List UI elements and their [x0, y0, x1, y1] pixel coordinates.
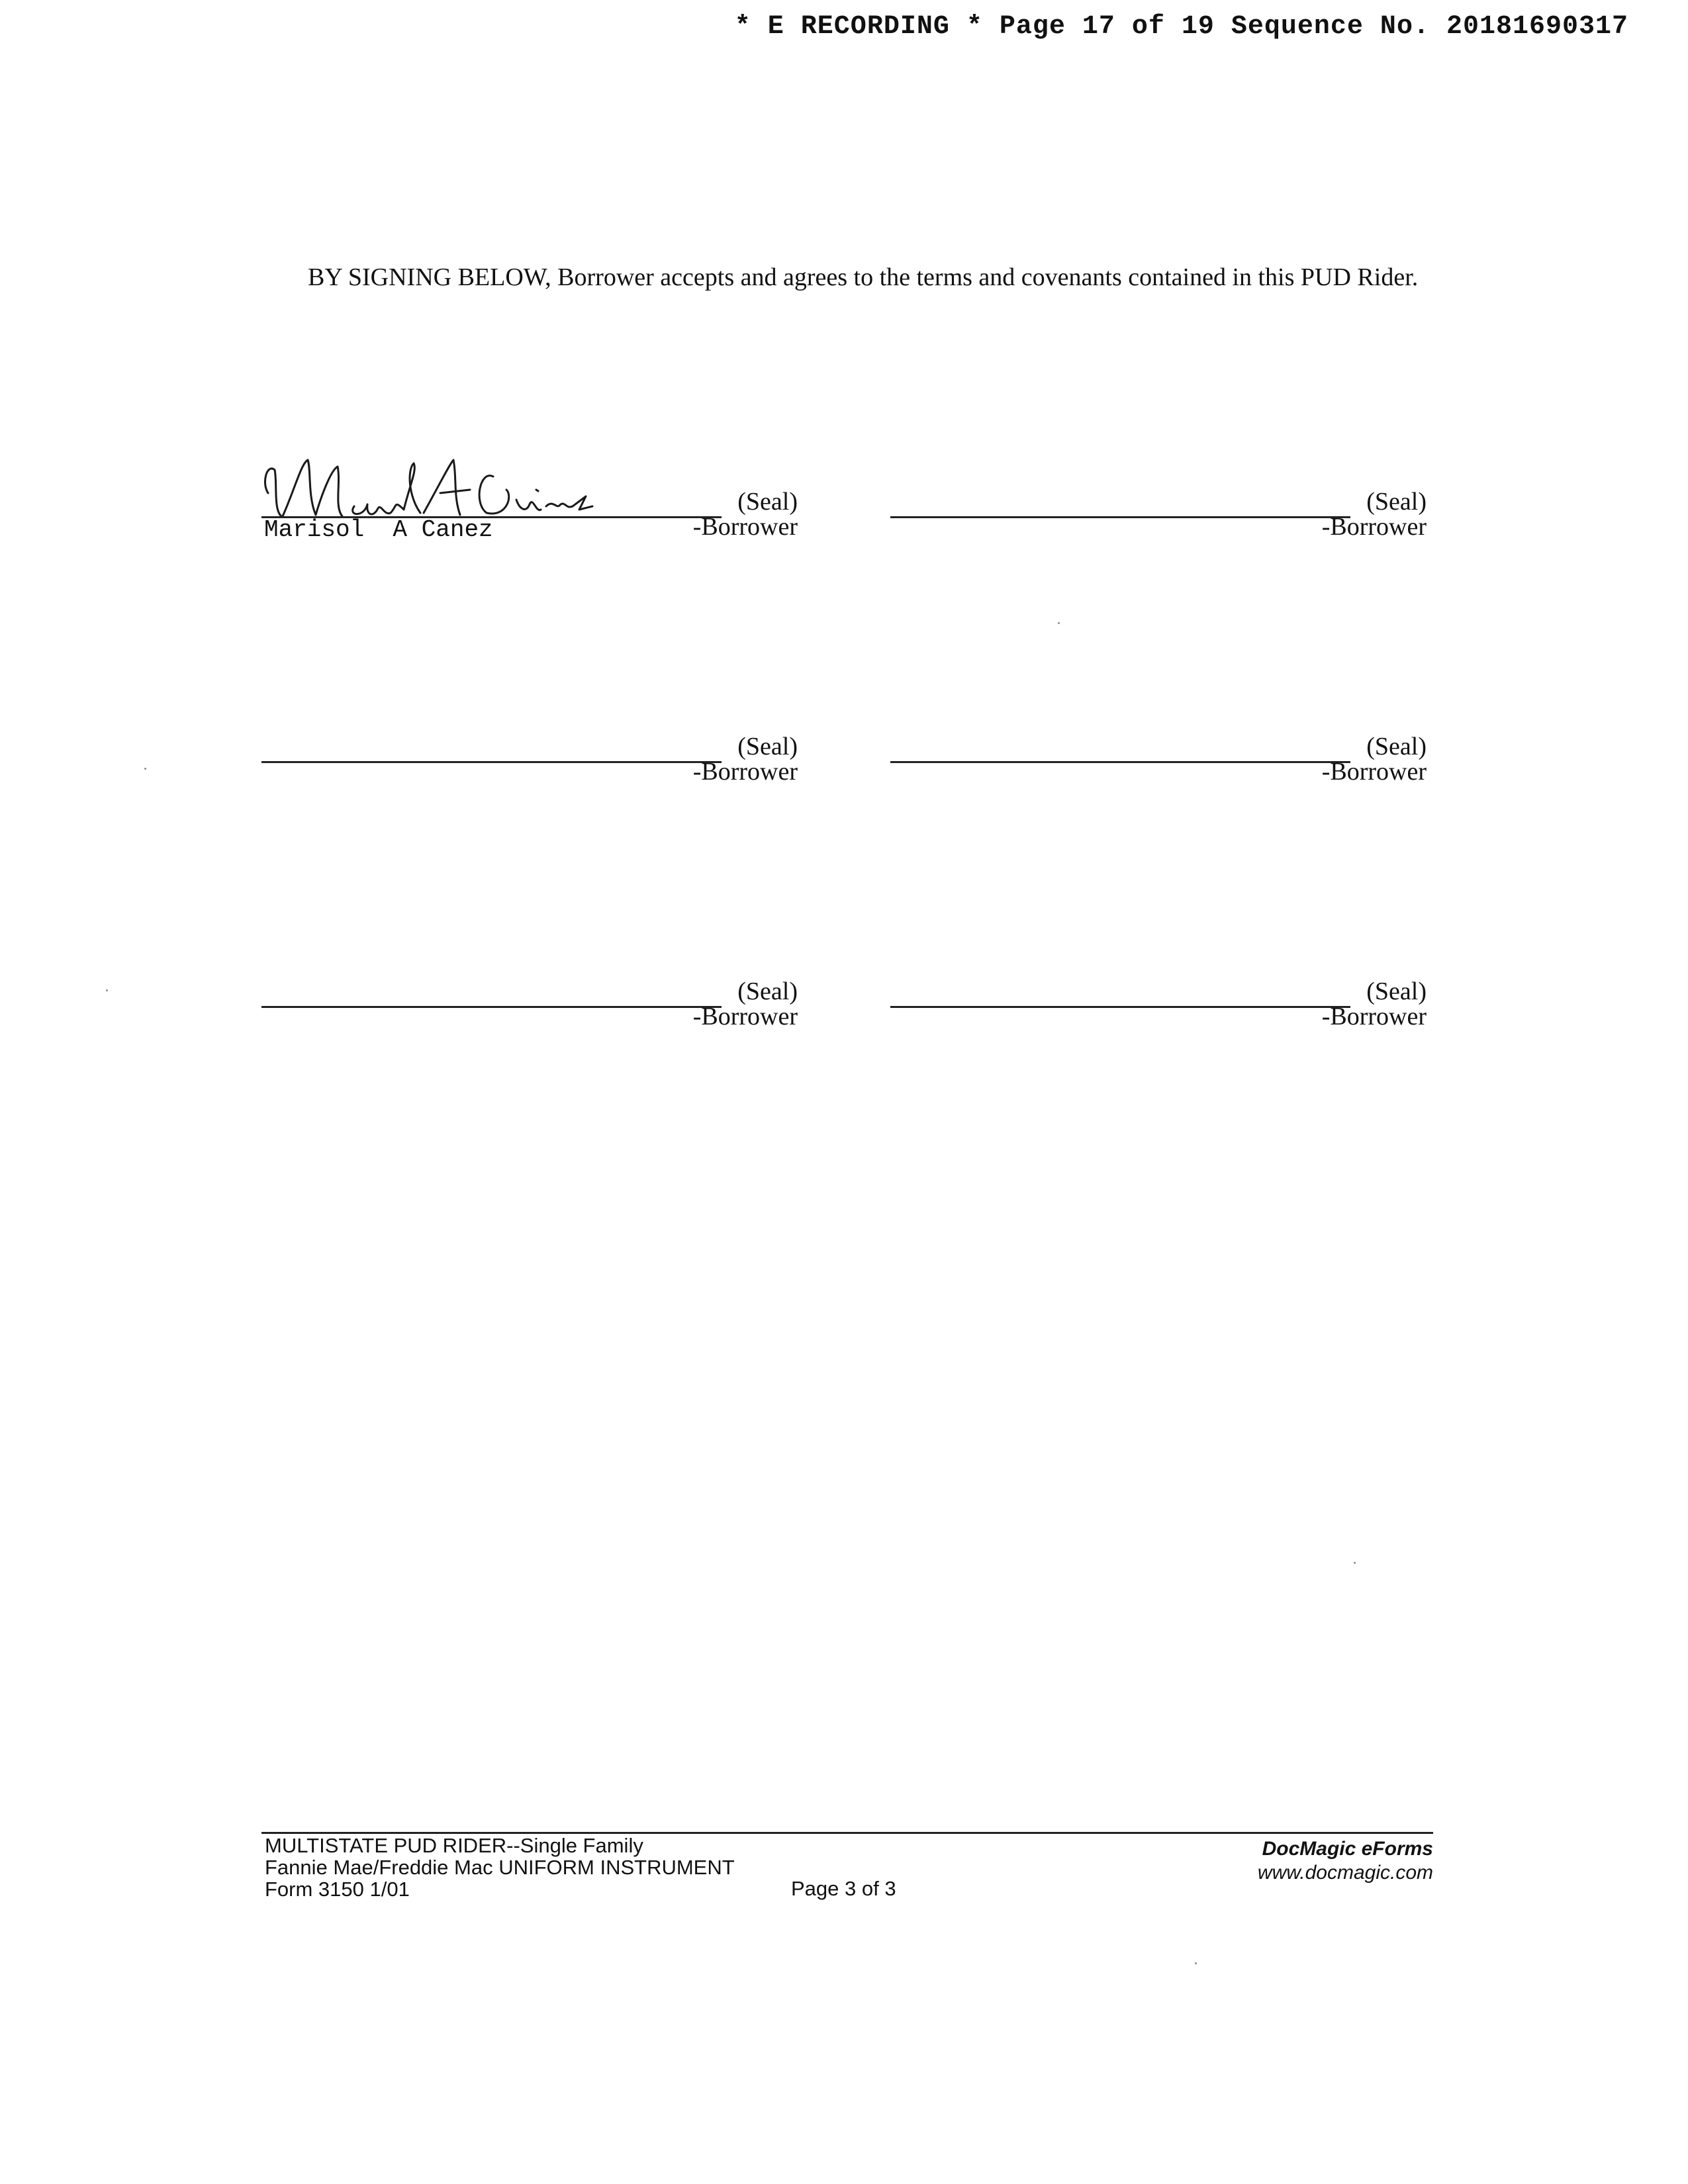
acceptance-text: BY SIGNING BELOW, Borrower accepts and agrees to the terms and covenants contained in this PUD Rider.: [308, 263, 1419, 291]
scan-speck: [1354, 1562, 1356, 1564]
signature-block-6[interactable]: [890, 973, 1427, 1046]
signature-block-2[interactable]: [890, 483, 1427, 556]
page-number: Page 3 of 3: [791, 1877, 896, 1900]
borrower-label: -Borrower: [1321, 513, 1427, 541]
form-title: MULTISTATE PUD RIDER--Single Family: [265, 1834, 643, 1857]
form-instrument: Fannie Mae/Freddie Mac UNIFORM INSTRUMENT: [265, 1856, 735, 1879]
signature-block-4[interactable]: [890, 728, 1427, 801]
vendor-website: www.docmagic.com: [1257, 1862, 1433, 1884]
form-number: Form 3150 1/01: [265, 1878, 410, 1901]
signature-line[interactable]: [890, 761, 1350, 763]
acceptance-paragraph: [261, 259, 1433, 295]
signature-line[interactable]: [890, 516, 1350, 518]
scan-speck: [1195, 1962, 1197, 1964]
seal-label: (Seal): [737, 733, 798, 760]
scan-speck: [1058, 622, 1060, 624]
seal-label: (Seal): [1366, 733, 1427, 760]
signature-block-5[interactable]: [261, 973, 798, 1046]
seal-label: (Seal): [1366, 978, 1427, 1005]
borrower-label: -Borrower: [1321, 758, 1427, 786]
signature-block-1[interactable]: [261, 483, 798, 556]
borrower-label: -Borrower: [692, 1003, 798, 1030]
form-identification: [265, 1835, 735, 1900]
seal-label: (Seal): [737, 488, 798, 516]
seal-label: (Seal): [737, 978, 798, 1005]
signature-line[interactable]: [890, 1006, 1350, 1008]
borrower-label: -Borrower: [692, 758, 798, 786]
borrower-label: -Borrower: [692, 513, 798, 541]
scan-speck: [144, 768, 146, 770]
signature-line[interactable]: [261, 1006, 722, 1008]
signature-line[interactable]: [261, 761, 722, 763]
vendor-info: [1258, 1837, 1433, 1885]
seal-label: (Seal): [1366, 488, 1427, 516]
scan-speck: [106, 989, 108, 991]
recording-header: * E RECORDING * Page 17 of 19 Sequence No. 20181690317: [734, 12, 1628, 42]
signature-block-3[interactable]: [261, 728, 798, 801]
borrower-label: -Borrower: [1321, 1003, 1427, 1030]
vendor-logo: DocMagic eForms: [1262, 1838, 1433, 1860]
borrower-name: Marisol A Canez: [264, 516, 493, 543]
